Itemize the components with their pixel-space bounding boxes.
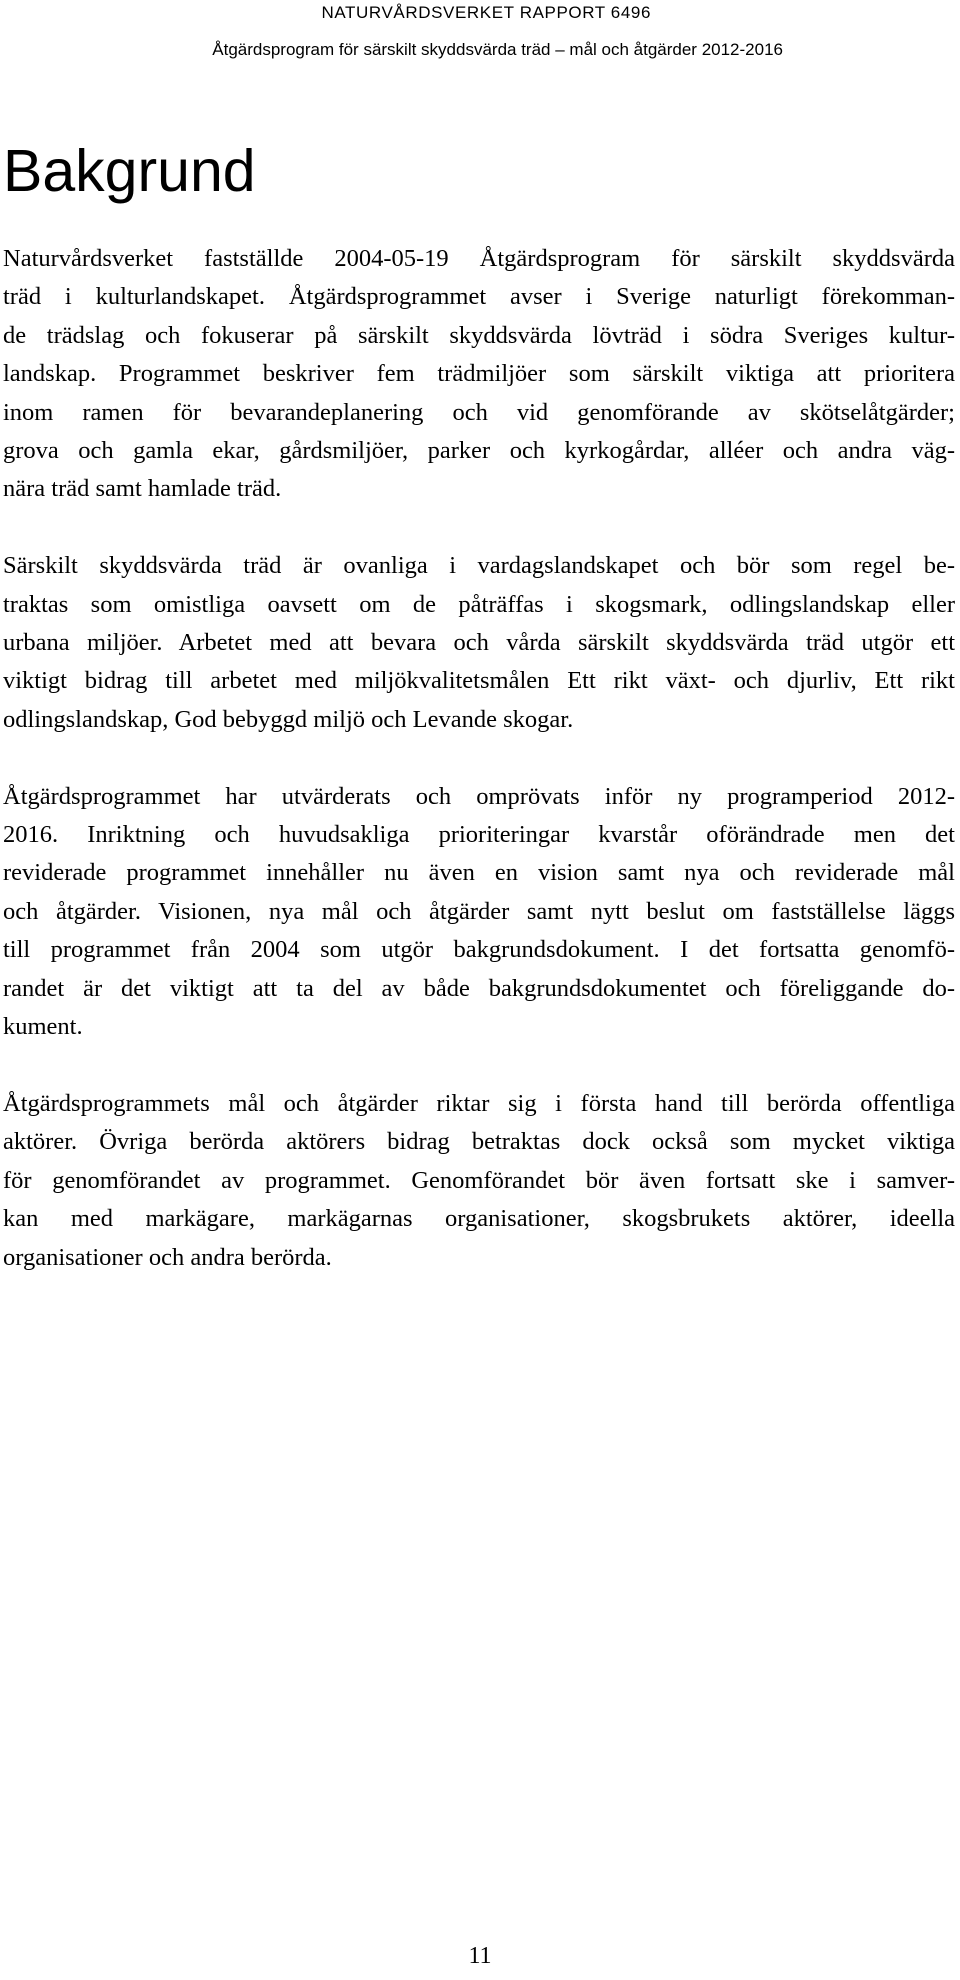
text-line: och åtgärder. Visionen, nya mål och åtgärder samt nytt beslut om fastställelse läggs	[3, 897, 955, 925]
report-name: NATURVÅRDSVERKET RAPPORT 6496	[321, 3, 651, 22]
text-line: träd i kulturlandskapet. Åtgärdsprogrammet avser i Sverige naturligt förekomman-	[3, 283, 955, 311]
text-line: för genomförandet av programmet. Genomförandet bör även fortsatt ske i samver-	[3, 1166, 955, 1194]
page-number: 11	[468, 1943, 492, 1969]
text-line: organisationer och andra berörda.	[3, 1243, 332, 1271]
text-line: Åtgärdsprogrammet har utvärderats och omprövats inför ny programperiod 2012-	[3, 782, 955, 810]
text-line: till programmet från 2004 som utgör bakgrundsdokument. I det fortsatta genomfö-	[3, 936, 955, 964]
text-line: aktörer. Övriga berörda aktörers bidrag betraktas dock också som mycket viktiga	[3, 1128, 955, 1156]
text-line: traktas som omistliga oavsett om de påträffas i skogsmark, odlingslandskap eller	[3, 590, 955, 618]
text-line: inom ramen för bevarandeplanering och vid genomförande av skötselåtgärder;	[3, 398, 955, 426]
text-line: nära träd samt hamlade träd.	[3, 475, 282, 503]
text-line: viktigt bidrag till arbetet med miljökvalitetsmålen Ett rikt växt- och djurliv, Ett rikt	[3, 667, 955, 695]
paragraph	[3, 240, 955, 509]
text-line: reviderade programmet innehåller nu även en vision samt nya och reviderade mål	[3, 859, 955, 887]
text-line: de trädslag och fokuserar på särskilt skyddsvärda lövträd i södra Sveriges kultur-	[3, 321, 955, 349]
text-line: randet är det viktigt att ta del av både bakgrundsdokumentet och föreliggande do-	[3, 974, 955, 1002]
body-text	[3, 240, 955, 1315]
text-line: Särskilt skyddsvärda träd är ovanliga i vardagslandskapet och bör som regel be-	[3, 552, 955, 580]
text-line: Naturvårdsverket fastställde 2004-05-19 Åtgärdsprogram för särskilt skyddsvärda	[3, 245, 955, 272]
paragraph	[3, 778, 955, 1047]
text-line: Åtgärdsprogrammets mål och åtgärder riktar sig i första hand till berörda offentliga	[3, 1089, 955, 1117]
section-title: Bakgrund	[3, 138, 256, 204]
text-line: odlingslandskap, God bebyggd miljö och Levande skogar.	[3, 705, 574, 733]
report-subtitle: Åtgärdsprogram för särskilt skyddsvärda träd – mål och åtgärder 2012-2016	[212, 40, 783, 59]
text-line: grova och gamla ekar, gårdsmiljöer, parker och kyrkogårdar, alléer och andra väg-	[3, 437, 955, 465]
text-line: kan med markägare, markägarnas organisationer, skogsbrukets aktörer, ideella	[3, 1205, 955, 1233]
paragraph	[3, 547, 955, 739]
text-line: landskap. Programmet beskriver fem trädmiljöer som särskilt viktiga att prioritera	[3, 360, 955, 388]
text-line: kument.	[3, 1013, 83, 1041]
text-line: urbana miljöer. Arbetet med att bevara och vårda särskilt skyddsvärda träd utgör ett	[3, 629, 955, 657]
text-line: 2016. Inriktning och huvudsakliga prioriteringar kvarstår oförändrade men det	[3, 821, 955, 849]
paragraph	[3, 1085, 955, 1277]
